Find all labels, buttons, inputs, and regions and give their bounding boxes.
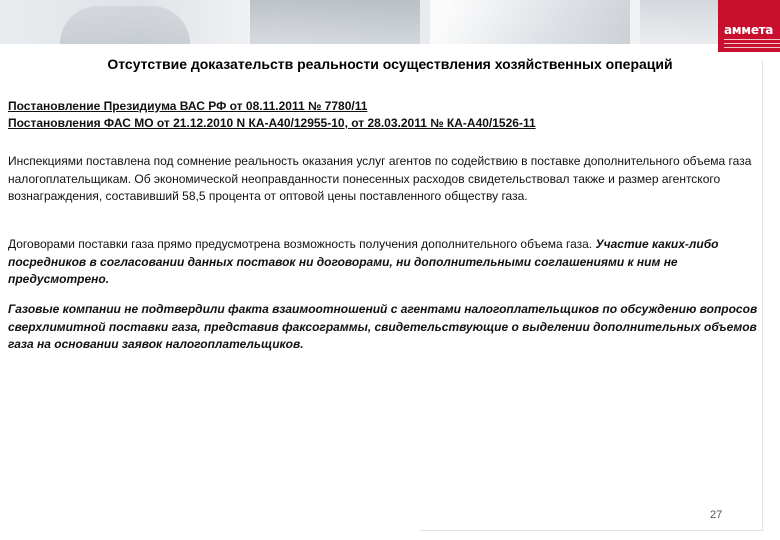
paragraph-contracts [8,236,770,289]
slide-frame-divider [762,60,763,530]
page-number: 27 [710,509,723,521]
banner-shape [430,0,630,44]
banner-shape [250,0,420,44]
banner-shape [60,6,190,44]
legal-references [8,98,768,132]
banner-shape [640,0,720,44]
brand-tagline-lines [724,39,780,48]
header-banner-image [0,0,780,44]
paragraph-contracts-text: Договорами поставки газа прямо предусмотрена возможность получения дополнительного объема газа. [8,237,596,251]
reference-line: Постановление Президиума ВАС РФ от 08.11.2011 № 7780/11 [8,99,368,113]
brand-logo [718,0,780,52]
paragraph-gas-companies: Газовые компании не подтвердили факта взаимоотношений с агентами налогоплательщиков по обсуждению вопросов сверхлимитной поставки газа, представив факсограммы, свидетельствующие о выделении дополнительных объемов газа на основании заявок налогоплательщиков. [8,302,758,351]
slide-title: Отсутствие доказательств реальности осуществления хозяйственных операций [107,56,673,72]
slide-frame-divider [420,530,763,531]
paragraph-contracts-emphasis: Участие каких-либо посредников в согласовании данных поставок ни договорами, ни дополнительными соглашениями к ним не предусмотрено. [8,237,719,286]
brand-name: аммета [724,23,774,37]
reference-line: Постановления ФАС МО от 21.12.2010 N КА-А40/12955-10, от 28.03.2011 № КА-А40/1526-11 [8,116,536,130]
paragraph-doubts: Инспекциями поставлена под сомнение реальность оказания услуг агентов по содействию в поставке дополнительного объема газа налогоплательщикам. Об экономической неоправданности понесенных расходов свидетельствовал также и размер агентского вознаграждения, составивший 58,5 процента от оптовой цены поставленного обществу газа. [8,154,752,203]
